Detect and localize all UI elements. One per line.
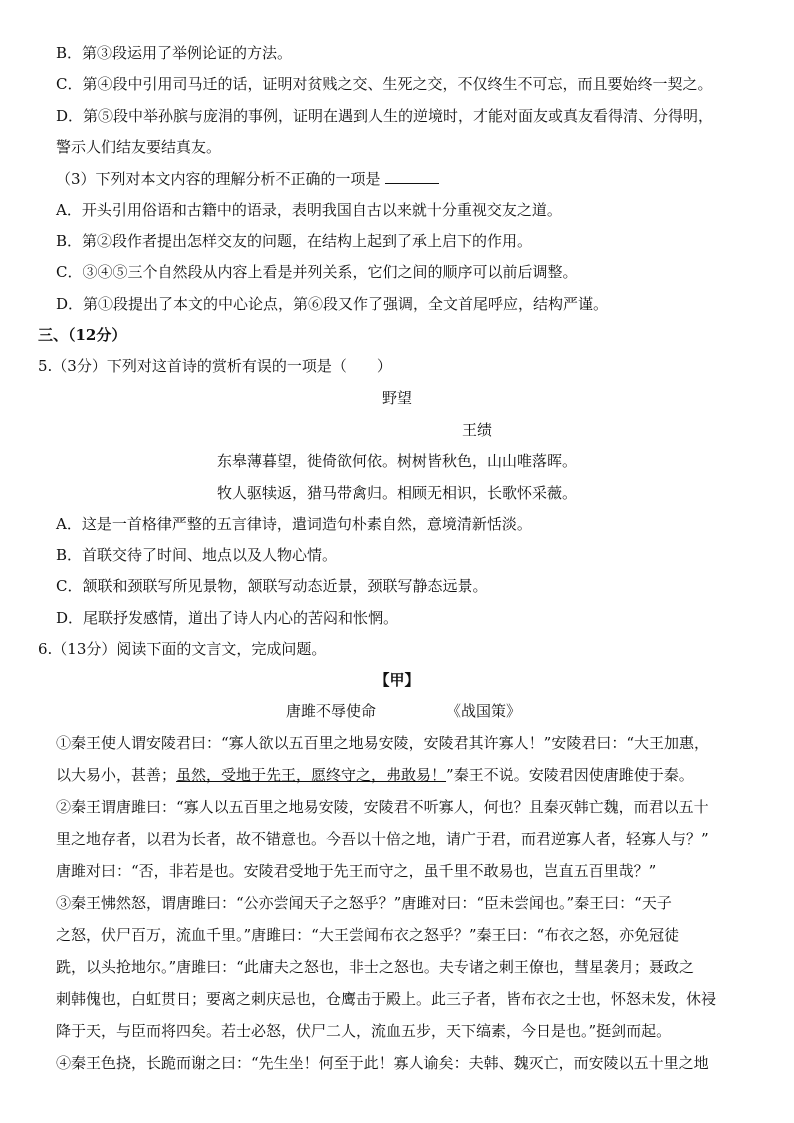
paragraph-4-line1: ④秦王色挠，长跪而谢之曰：“先生坐！何至于此！寡人谕矣：夫韩、魏灭亡，而安陵以五十里之地 [56,1054,709,1072]
paragraph-1-line2 [56,765,694,785]
paragraph-2-line2: 里之地存者，以君为长者，故不错意也。今吾以十倍之地，请广于君，而君逆寡人者，轻寡人与？” [56,830,709,848]
q4-3-stem-row [56,169,439,189]
poem-line-2: 牧人驱犊返，猎马带禽归。相顾无相识，长歌怀采薇。 [216,484,577,502]
q4-3-stem: （3）下列对本文内容的理解分析不正确的一项是 [56,170,381,188]
paragraph-2-line1: ②秦王谓唐雎曰：“寡人以五百里之地易安陵，安陵君不听寡人，何也？且秦灭韩亡魏，而君以五十 [56,798,709,816]
q4-option-d-line2: 警示人们结友要结真友。 [56,138,222,156]
answer-blank [385,169,439,184]
q5-option-a: A．这是一首格律严整的五言律诗，遣词造句朴素自然，意境清新恬淡。 [56,515,532,533]
paragraph-3-line5: 降于天，与臣而将四矣。若士必怒，伏尸二人，流血五步，天下缟素，今日是也。”挺剑而起。 [56,1022,672,1040]
poem-line-1: 东皋薄暮望，徙倚欲何依。树树皆秋色，山山唯落晖。 [216,452,577,470]
q4-3-option-d: D．第①段提出了本文的中心论点，第⑥段又作了强调，全文首尾呼应，结构严谨。 [56,295,609,313]
paragraph-3-line3: 跣，以头抢地尔。”唐雎曰：“此庸夫之怒也，非士之怒也。夫专诸之刺王僚也，彗星袭月；聂政之 [56,958,694,976]
q4-option-b: B．第③段运用了举例论证的方法。 [56,44,293,62]
poem-author: 王绩 [462,421,493,439]
section-3-heading: 三、（12分） [38,326,127,344]
q5-option-d: D．尾联抒发感情，道出了诗人内心的苦闷和怅惘。 [56,609,399,627]
q4-3-option-b: B．第②段作者提出怎样交友的问题，在结构上起到了承上启下的作用。 [56,232,533,250]
poem-title: 野望 [381,389,412,407]
q5-option-b: B．首联交待了时间、地点以及人物心情。 [56,546,338,564]
p1-text-pre: 以大易小，甚善； [56,766,177,784]
q6-stem: 6.（13分）阅读下面的文言文，完成问题。 [38,640,327,658]
q5-option-c: C．颔联和颈联写所见景物，颔联写动态近景，颈联写静态远景。 [56,577,488,595]
q4-3-option-a: A．开头引用俗语和古籍中的语录，表明我国自古以来就十分重视交友之道。 [56,201,562,219]
passage-title: 唐雎不辱使命 [286,702,377,720]
q4-option-d-line1: D．第⑤段中举孙膑与庞涓的事例，证明在遇到人生的逆境时，才能对面友或真友看得清、分得明， [56,107,714,125]
q5-stem: 5.（3分）下列对这首诗的赏析有误的一项是（ ） [38,357,392,375]
paragraph-1-line1: ①秦王使人谓安陵君曰：“寡人欲以五百里之地易安陵，安陵君其许寡人！”安陵君曰：“大王加惠， [56,734,710,752]
q4-option-c: C．第④段中引用司马迁的话，证明对贫贱之交、生死之交，不仅终生不可忘，而且要始终一契之。 [56,75,713,93]
paragraph-3-line1: ③秦王怫然怒，谓唐雎曰：“公亦尝闻天子之怒乎？”唐雎对曰：“臣未尝闻也。”秦王曰：“天子 [56,894,672,912]
p1-text-post: ”秦王不说。安陵君因使唐雎使于秦。 [446,766,694,784]
passage-source: 《战国策》 [446,702,522,720]
paragraph-3-line2: 之怒，伏尸百万，流血千里。”唐雎曰：“大王尝闻布衣之怒乎？”秦王曰：“布衣之怒，亦免冠徒 [56,926,680,944]
paragraph-3-line4: 刺韩傀也，白虹贯日；要离之刺庆忌也，仓鹰击于殿上。此三子者，皆布衣之士也，怀怒未发，休祲 [56,990,717,1008]
paragraph-2-line3: 唐雎对曰：“否，非若是也。安陵君受地于先王而守之，虽千里不敢易也，岂直五百里哉？” [56,862,657,880]
q4-3-option-c: C．③④⑤三个自然段从内容上看是并列关系，它们之间的顺序可以前后调整。 [56,263,578,281]
p1-underlined-sentence: 虽然，受地于先王，愿终守之，弗敢易！ [176,766,447,784]
passage-label: 【甲】 [374,671,420,689]
